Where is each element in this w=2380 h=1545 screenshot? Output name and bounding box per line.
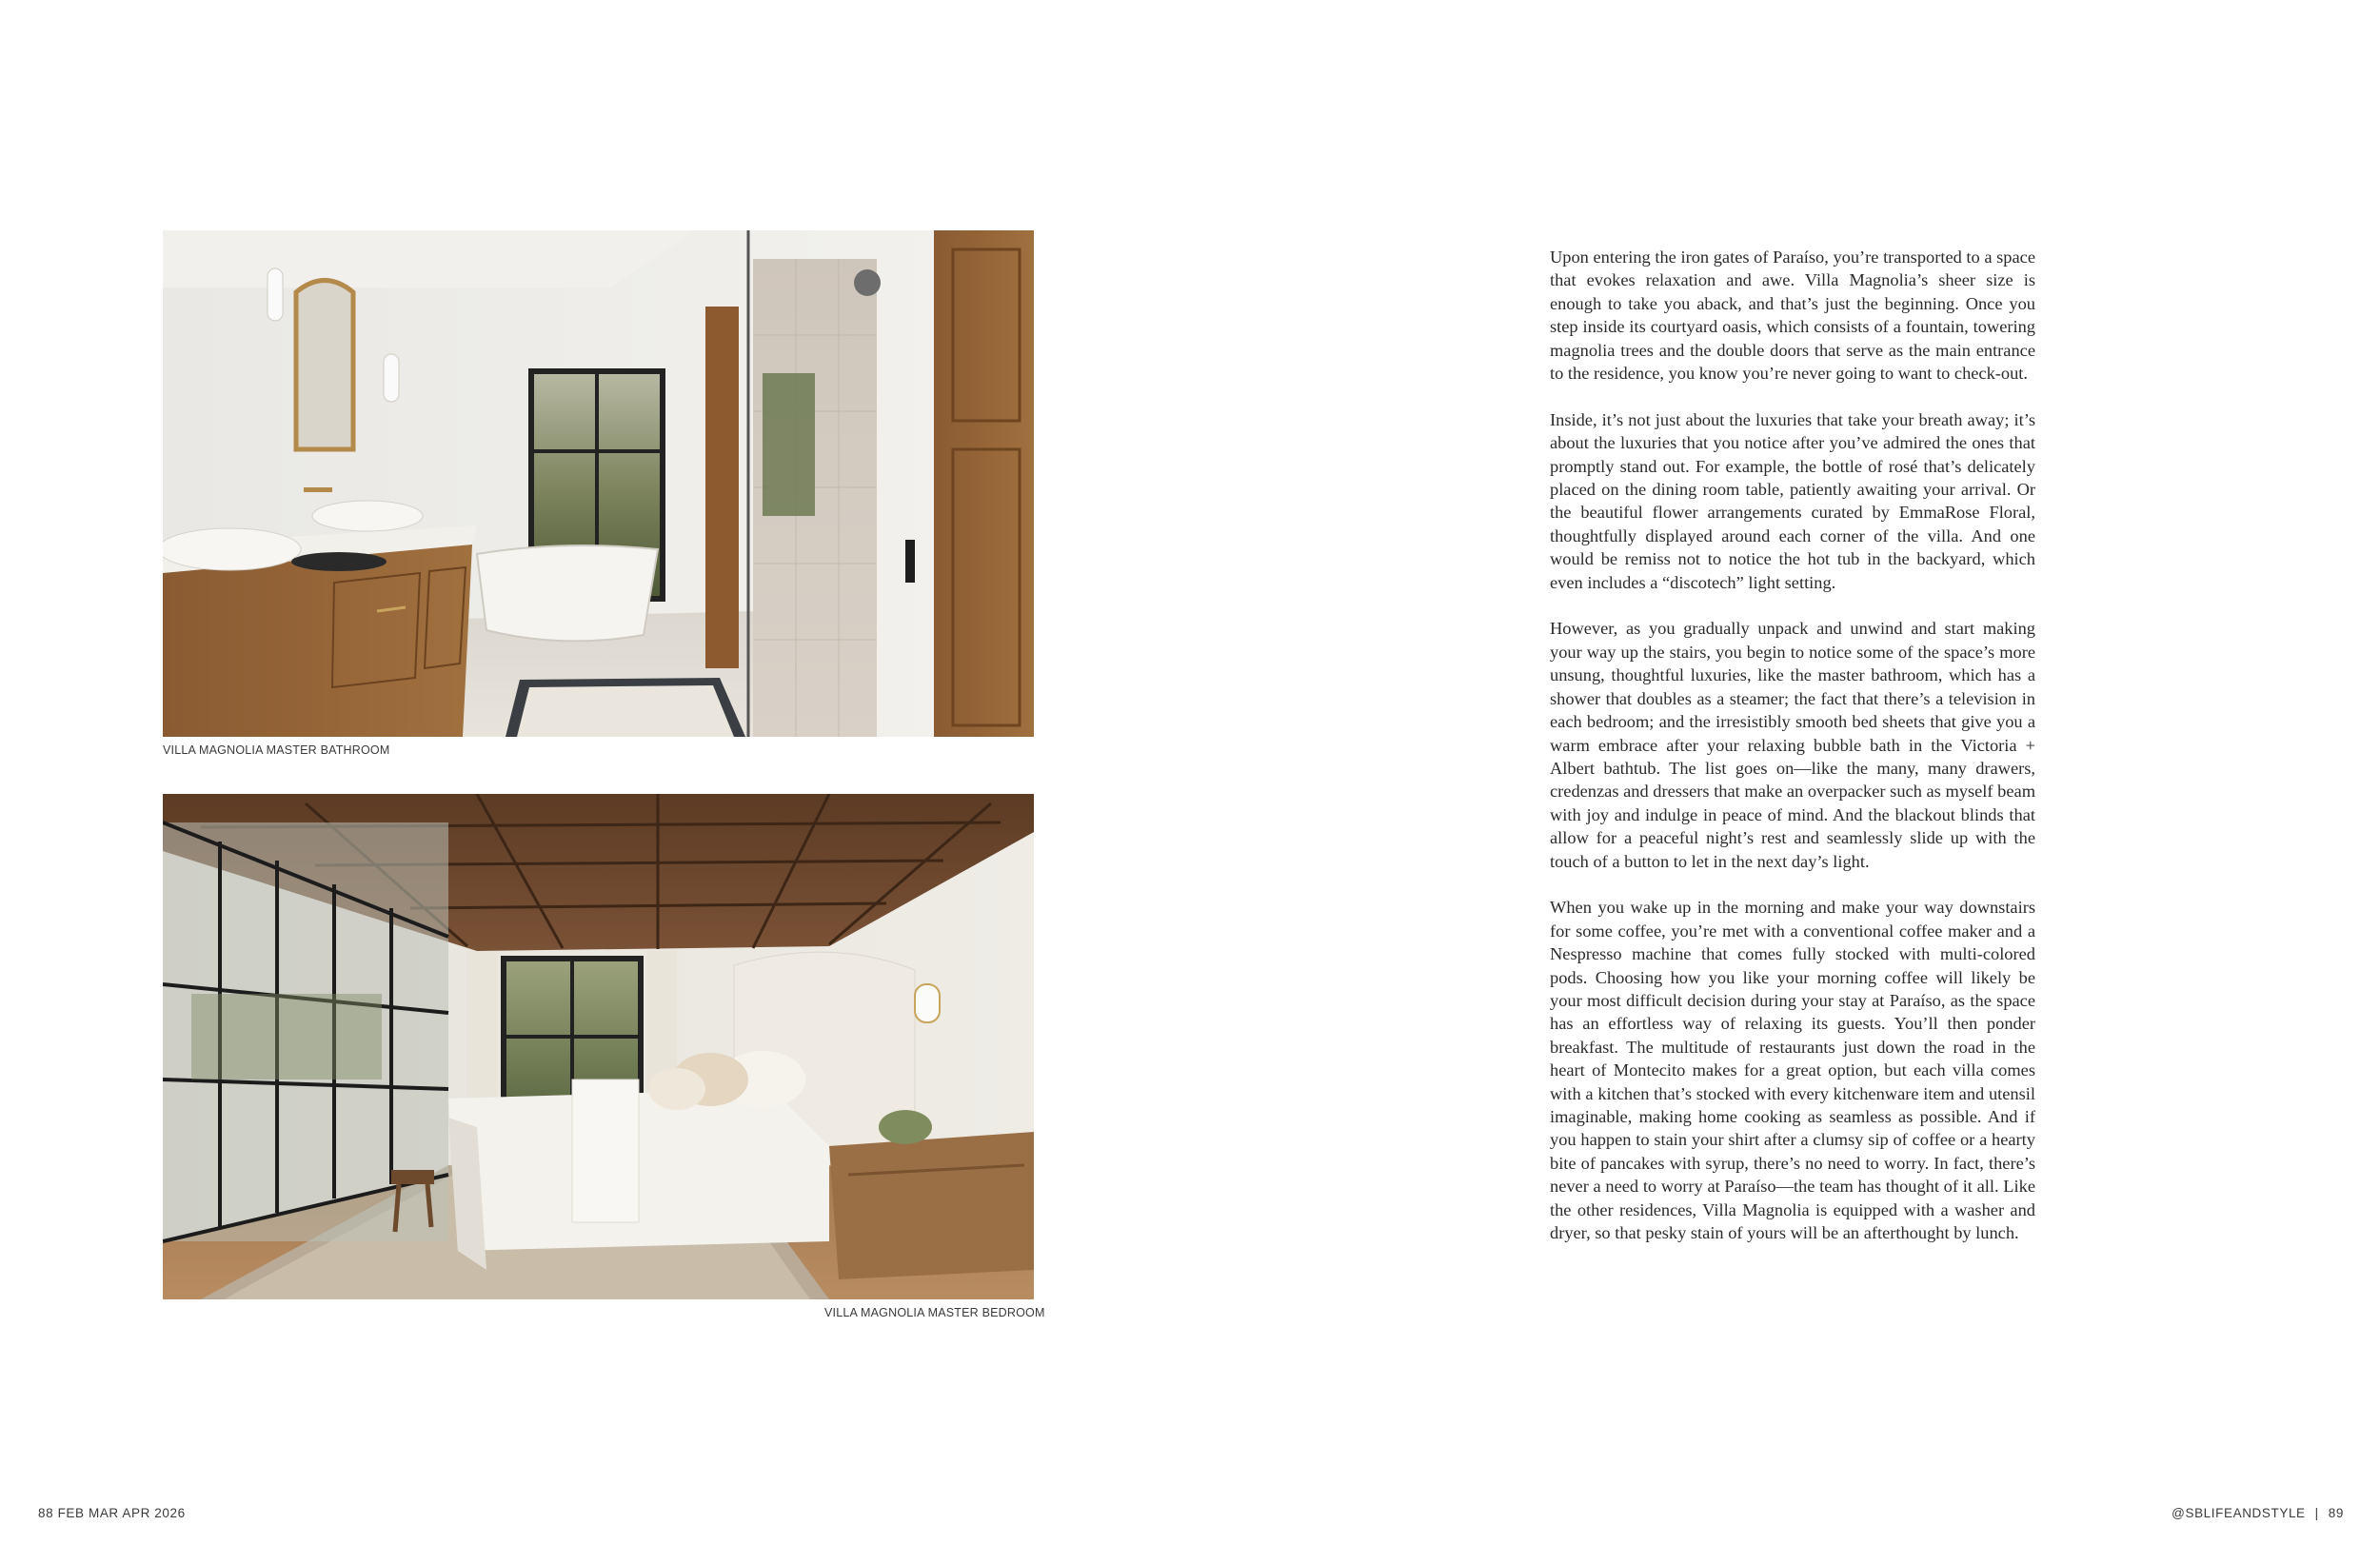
article-paragraph: Inside, it’s not just about the luxuries that take your breath away; it’s about the luxuries that you notice after you’ve admired the ones that promptly stand out. For example, the bottle of rosé that’s delicately placed on the dining room table, patiently awaiting your arrival. Or the beautiful flower arrangements curated by EmmaRose Floral, thoughtfully displayed around each corner of the villa. And one would be remiss not to notice the hot tub in the backyard, which even includes a “discotech” light setting. [1550, 409, 2035, 592]
left-page-folio: 88 FEB MAR APR 2026 [38, 1506, 186, 1520]
right-page-folio [2172, 1506, 2344, 1520]
article-paragraph: However, as you gradually unpack and unwind and start making your way up the stairs, you begin to notice some of the space’s more unsung, thoughtful luxuries, like the master bathroom, which has a shower that doubles as a steamer; the fact that there’s a television in each bedroom; and the irresistibly smooth bed sheets that give you a warm embrace after your relaxing bubble bath in the Victoria + Albert bathtub. The list goes on—like the many, many drawers, credenzas and dressers that make an overpacker such as myself beam with joy and indulge in peace of mind. And the blackout blinds that allow for a peaceful night’s rest and seamlessly slide up with the touch of a button to let in the next day’s light. [1550, 619, 2035, 871]
social-handle: @SBLIFEANDSTYLE [2172, 1506, 2306, 1520]
bedroom-photo [163, 794, 1034, 1299]
article-paragraph: Upon entering the iron gates of Paraíso, you’re transported to a space that evokes relaxation and awe. Villa Magnolia’s sheer size is enough to take you aback, and that’s just the beginning. Once you step inside its courtyard oasis, which consists of a fountain, towering magnolia trees and the double doors that serve as the main entrance to the residence, you know you’re never going to want to check-out. [1550, 248, 2035, 384]
bathroom-photo [163, 230, 1034, 737]
article-paragraph: When you wake up in the morning and make your way downstairs for some coffee, you’re met with a conventional coffee maker and a Nespresso machine that comes fully stocked with multi-colored pods. Choosing how you like your morning coffee will likely be your most difficult decision during your stay at Paraíso, as the space has an effortless way of relaxing its guests. You’ll then ponder breakfast. The multitude of restaurants just down the road in the heart of Montecito makes for a great option, but each villa comes with a kitchen that’s stocked with every kitchenware item and utensil imaginable, making home cooking as seamless as possible. And if you happen to stain your shirt after a clumsy sip of coffee or a hearty bite of pancakes with syrup, there’s no need to worry. In fact, there’s never a need to worry at Paraíso—the team has thought of it all. Like the other residences, Villa Magnolia is equipped with a washer and dryer, so that pesky stain of yours will be an afterthought by lunch. [1550, 898, 2035, 1243]
article-body [1550, 246, 2035, 1268]
bedroom-caption: VILLA MAGNOLIA MASTER BEDROOM [824, 1306, 1045, 1319]
page-number: 89 [2328, 1506, 2344, 1520]
bathroom-caption: VILLA MAGNOLIA MASTER BATHROOM [163, 743, 390, 757]
folio-separator: | [2314, 1506, 2319, 1520]
